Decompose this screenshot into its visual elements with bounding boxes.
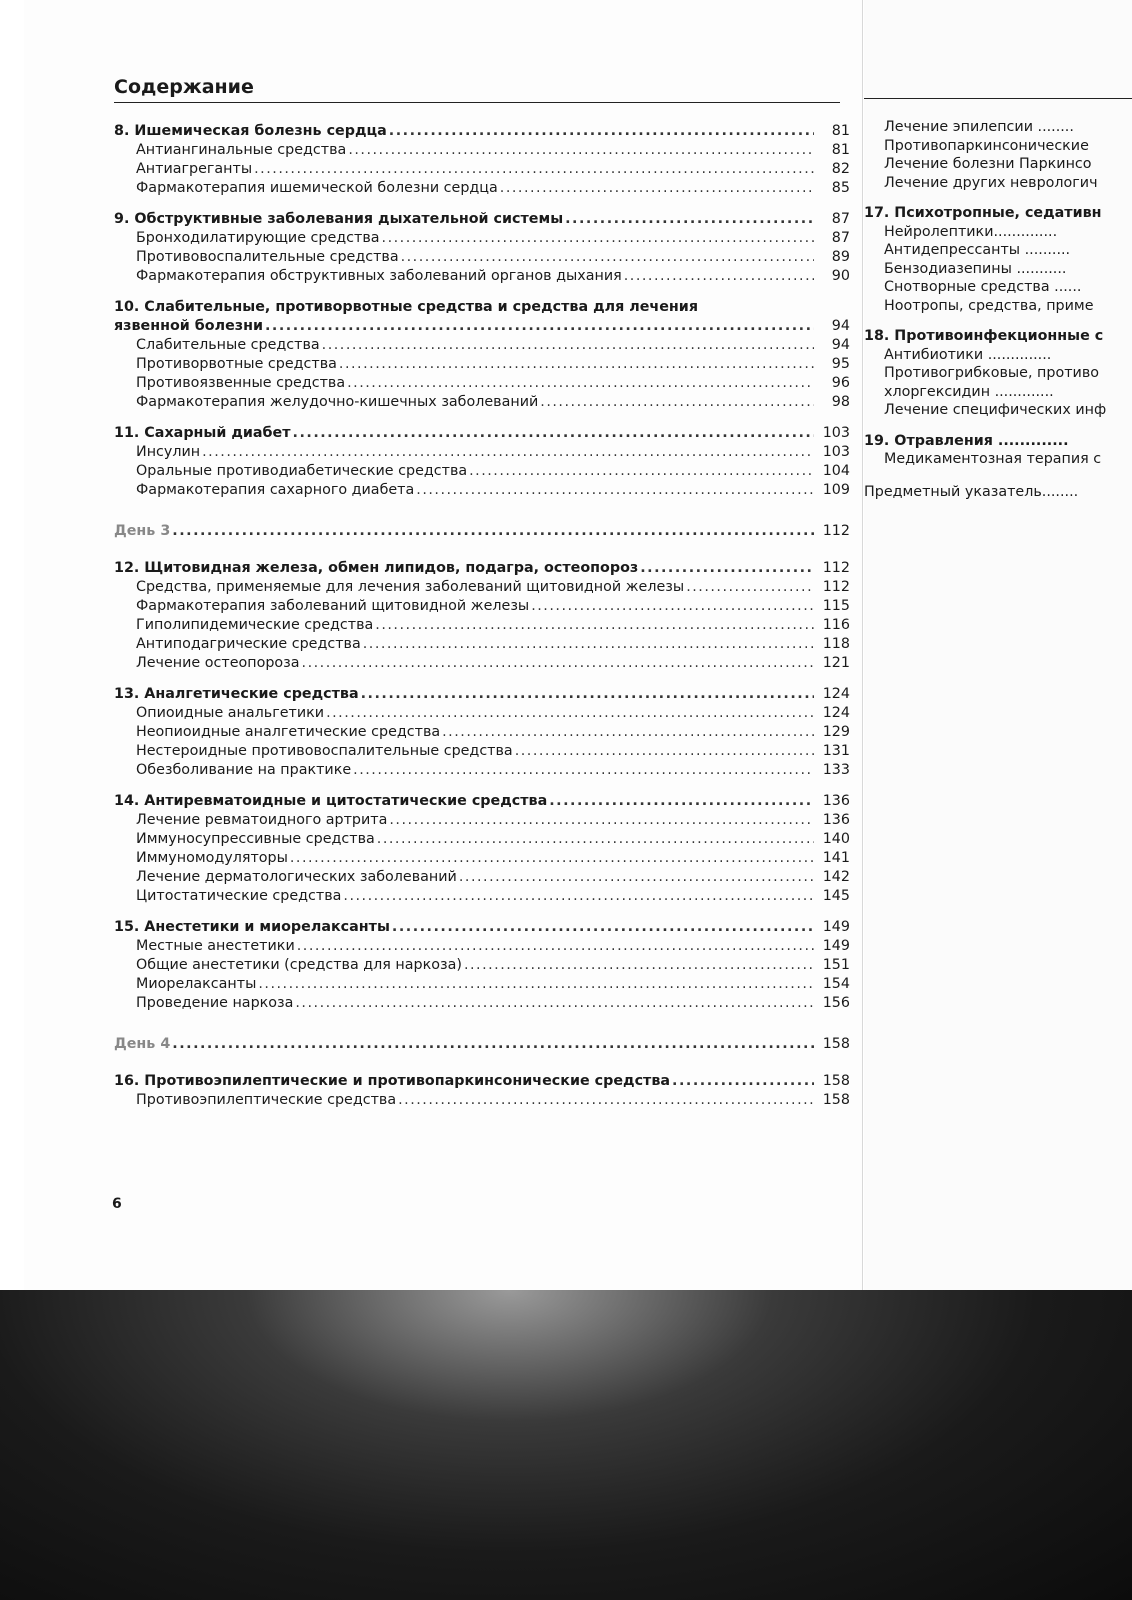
- toc-entry-label: День 4: [114, 1036, 171, 1052]
- toc-entry-label: Цитостатические средства: [136, 888, 342, 904]
- toc-subentry: [114, 887, 850, 906]
- toc-entry-label: язвенной болезни: [114, 318, 263, 334]
- toc-entry-label: Слабительные средства: [136, 337, 320, 353]
- toc-subentry: [114, 994, 850, 1013]
- toc-page-number: 158: [822, 1073, 850, 1089]
- toc-chapter: 19. Отравления .............: [864, 432, 1069, 449]
- toc-subentry: [114, 654, 850, 673]
- toc-subentry: [114, 141, 850, 160]
- toc-dot-leader: [202, 443, 814, 462]
- toc-dot-leader: [361, 685, 814, 704]
- toc-page-number: 94: [831, 337, 850, 353]
- toc-page-number: 149: [822, 919, 850, 935]
- toc-subentry: [114, 462, 850, 481]
- toc-page-number: 115: [822, 598, 850, 614]
- toc-subentry: [114, 160, 850, 179]
- toc-chapter: [114, 918, 850, 937]
- toc-dot-leader: [401, 248, 814, 267]
- toc-entry-label: Гиполипидемические средства: [136, 617, 374, 633]
- toc-dot-leader: [459, 868, 814, 887]
- toc-subentry: Лечение других неврологич: [884, 174, 1098, 191]
- toc-page-number: 141: [822, 850, 850, 866]
- header-rule: [114, 102, 840, 103]
- toc-dot-leader: [398, 1091, 814, 1110]
- toc-chapter: [114, 317, 850, 336]
- toc-dot-leader: [363, 635, 814, 654]
- toc-subentry: [114, 723, 850, 742]
- toc-entry-label: Иммуносупрессивные средства: [136, 831, 375, 847]
- toc-subentry: [114, 704, 850, 723]
- toc-entry-label: Антиагреганты: [136, 161, 253, 177]
- toc-dot-leader: [297, 937, 814, 956]
- toc-subentry: [114, 1091, 850, 1110]
- page-title: Содержание: [114, 76, 254, 98]
- toc-subentry: [114, 267, 850, 286]
- toc-dot-leader: [442, 723, 814, 742]
- toc-subentry: [114, 975, 850, 994]
- toc-entry-label: Фармакотерапия обструктивных заболеваний органов дыхания: [136, 268, 622, 284]
- toc-page-number: 94: [831, 318, 850, 334]
- toc-entry-label: Нестероидные противовоспалительные средства: [136, 743, 513, 759]
- toc-dot-leader: [565, 210, 814, 229]
- toc-day-heading: [114, 522, 850, 541]
- toc-page-number: 140: [822, 831, 850, 847]
- toc-subentry: [114, 443, 850, 462]
- toc-subentry: Противопаркинсонические: [884, 137, 1089, 154]
- toc-entry-label: 9. Обструктивные заболевания дыхательной системы: [114, 211, 564, 227]
- toc-entry-label: Инсулин: [136, 444, 201, 460]
- toc-subentry: Противогрибковые, противо: [884, 365, 1100, 381]
- toc-entry-label: Противоязвенные средства: [136, 375, 346, 391]
- toc-entry-label: Миорелаксанты: [136, 976, 257, 992]
- toc-entry-label: Антиангинальные средства: [136, 142, 347, 158]
- toc-dot-leader: [469, 462, 814, 481]
- toc-dot-leader: [500, 179, 814, 198]
- toc-entry-label: Местные анестетики: [136, 938, 295, 954]
- toc-page-number: 142: [822, 869, 850, 885]
- toc-chapter: [114, 1072, 850, 1091]
- toc-subentry: Антибиотики ..............: [884, 346, 1052, 363]
- toc-dot-leader: [326, 704, 814, 723]
- toc-chapter: [114, 559, 850, 578]
- toc-page-number: 129: [822, 724, 850, 740]
- toc-dot-leader: [389, 811, 814, 830]
- toc-page-number: 90: [831, 268, 850, 284]
- toc-entry-label: Лечение дерматологических заболеваний: [136, 869, 457, 885]
- toc-day-heading: [114, 1035, 850, 1054]
- toc-entry-label: 14. Антиревматоидные и цитостатические средства: [114, 793, 548, 809]
- toc-subentry: [114, 830, 850, 849]
- toc-page-number: 154: [822, 976, 850, 992]
- page-number: 6: [112, 1196, 122, 1212]
- toc-page-number: 118: [822, 636, 850, 652]
- toc-dot-leader: [515, 742, 814, 761]
- toc-dot-leader: [531, 597, 814, 616]
- dark-background: [0, 1290, 1132, 1600]
- toc-entry-label: Антиподагрические средства: [136, 636, 361, 652]
- toc-entry-label: Общие анестетики (средства для наркоза): [136, 957, 462, 973]
- toc-dot-leader: [549, 792, 814, 811]
- table-of-contents: [114, 122, 850, 1110]
- toc-entry-label: Бронходилатирующие средства: [136, 230, 380, 246]
- toc-dot-leader: [389, 122, 814, 141]
- toc-page-number: 145: [822, 888, 850, 904]
- toc-subentry: [114, 635, 850, 654]
- toc-dot-leader: [392, 918, 814, 937]
- toc-page-number: 109: [822, 482, 850, 498]
- toc-subentry: Лечение болезни Паркинсо: [884, 156, 1092, 172]
- toc-subentry: [114, 811, 850, 830]
- toc-chapter-title-line: 10. Слабительные, противорвотные средства и средства для лечения: [114, 299, 698, 315]
- toc-dot-leader: [343, 887, 814, 906]
- toc-entry-label: Иммуномодуляторы: [136, 850, 288, 866]
- toc-page-number: 136: [822, 793, 850, 809]
- toc-page-number: 89: [831, 249, 850, 265]
- toc-dot-leader: [322, 336, 814, 355]
- toc-page-number: 136: [822, 812, 850, 828]
- toc-chapter: [114, 685, 850, 704]
- toc-chapter: 17. Психотропные, седативн: [864, 205, 1102, 221]
- toc-entry-label: 11. Сахарный диабет: [114, 425, 291, 441]
- toc-dot-leader: [265, 317, 814, 336]
- toc-subentry: [114, 336, 850, 355]
- toc-page-number: 103: [822, 425, 850, 441]
- toc-page-number: 121: [822, 655, 850, 671]
- toc-chapter: 18. Противоинфекционные с: [864, 328, 1104, 344]
- toc-dot-leader: [686, 578, 814, 597]
- toc-entry-label: Противоэпилептические средства: [136, 1092, 397, 1108]
- toc-entry-label: День 3: [114, 523, 171, 539]
- toc-subentry: [114, 179, 850, 198]
- toc-subentry: Ноотропы, средства, приме: [884, 297, 1094, 314]
- toc-page-number: 103: [822, 444, 850, 460]
- toc-chapter: [114, 122, 850, 141]
- toc-entry-label: Лечение ревматоидного артрита: [136, 812, 388, 828]
- toc-page-number: 116: [822, 617, 850, 633]
- toc-index-entry: Предметный указатель........: [864, 483, 1079, 500]
- toc-page-number: 124: [822, 705, 850, 721]
- toc-page-number: 81: [831, 123, 850, 139]
- toc-page-number: 85: [831, 180, 850, 196]
- toc-dot-leader: [375, 616, 814, 635]
- toc-dot-leader: [464, 956, 814, 975]
- toc-dot-leader: [347, 374, 814, 393]
- toc-subentry: [114, 761, 850, 780]
- toc-dot-leader: [624, 267, 814, 286]
- toc-chapter: [114, 792, 850, 811]
- toc-dot-leader: [339, 355, 814, 374]
- toc-subentry: [114, 481, 850, 500]
- toc-dot-leader: [293, 424, 814, 443]
- toc-entry-label: 12. Щитовидная железа, обмен липидов, подагра, остеопороз: [114, 560, 639, 576]
- toc-subentry: [114, 355, 850, 374]
- toc-subentry: Лечение эпилепсии ........: [884, 119, 1074, 135]
- toc-subentry: [114, 937, 850, 956]
- toc-entry-label: 13. Аналгетические средства: [114, 686, 359, 702]
- toc-entry-label: 16. Противоэпилептические и противопаркинсонические средства: [114, 1073, 671, 1089]
- toc-dot-leader: [416, 481, 814, 500]
- table-of-contents-right: [864, 118, 1132, 501]
- toc-dot-leader: [258, 975, 814, 994]
- toc-dot-leader: [353, 761, 814, 780]
- toc-page-number: 131: [822, 743, 850, 759]
- toc-page-number: 87: [831, 211, 850, 227]
- toc-subentry: [114, 578, 850, 597]
- toc-dot-leader: [172, 1035, 814, 1054]
- toc-chapter: [114, 210, 850, 229]
- toc-entry-label: Проведение наркоза: [136, 995, 294, 1011]
- toc-page-number: 149: [822, 938, 850, 954]
- toc-page-number: 112: [822, 560, 850, 576]
- toc-subentry: Бензодиазепины ...........: [884, 260, 1067, 277]
- toc-page-number: 104: [822, 463, 850, 479]
- toc-page-number: 112: [822, 579, 850, 595]
- toc-subentry: [114, 849, 850, 868]
- toc-dot-leader: [295, 994, 814, 1013]
- toc-subentry: Медикаментозная терапия с: [884, 451, 1102, 467]
- toc-subentry: [114, 616, 850, 635]
- toc-dot-leader: [302, 654, 814, 673]
- toc-entry-label: Опиоидные анальгетики: [136, 705, 325, 721]
- toc-page-number: 124: [822, 686, 850, 702]
- toc-entry-label: Противовоспалительные средства: [136, 249, 399, 265]
- toc-page-number: 133: [822, 762, 850, 778]
- toc-entry-label: Фармакотерапия желудочно-кишечных заболеваний: [136, 394, 539, 410]
- toc-dot-leader: [382, 229, 814, 248]
- toc-subentry: хлоргексидин .............: [884, 383, 1054, 400]
- toc-dot-leader: [672, 1072, 814, 1091]
- toc-dot-leader: [640, 559, 814, 578]
- toc-entry-label: Средства, применяемые для лечения заболеваний щитовидной железы: [136, 579, 685, 595]
- toc-subentry: Снотворные средства ......: [884, 279, 1082, 295]
- toc-subentry: [114, 868, 850, 887]
- toc-subentry: Нейролептики..............: [884, 223, 1058, 240]
- toc-entry-label: 8. Ишемическая болезнь сердца: [114, 123, 387, 139]
- toc-subentry: [114, 374, 850, 393]
- toc-entry-label: Противорвотные средства: [136, 356, 337, 372]
- toc-subentry: [114, 229, 850, 248]
- toc-dot-leader: [377, 830, 814, 849]
- toc-page-number: 87: [831, 230, 850, 246]
- toc-entry-label: Неопиоидные аналгетические средства: [136, 724, 441, 740]
- toc-page-number: 158: [822, 1036, 850, 1052]
- toc-entry-label: Лечение остеопороза: [136, 655, 300, 671]
- toc-page-number: 156: [822, 995, 850, 1011]
- toc-entry-label: Обезболивание на практике: [136, 762, 352, 778]
- toc-page-number: 96: [831, 375, 850, 391]
- toc-subentry: [114, 742, 850, 761]
- toc-page-number: 95: [831, 356, 850, 372]
- toc-subentry: Лечение специфических инф: [884, 402, 1107, 418]
- header-rule-right: [864, 98, 1132, 99]
- toc-page-number: 81: [831, 142, 850, 158]
- toc-subentry: [114, 597, 850, 616]
- toc-page-number: 98: [831, 394, 850, 410]
- right-page: [864, 0, 1132, 1290]
- left-page: [24, 0, 863, 1290]
- toc-entry-label: Фармакотерапия ишемической болезни сердца: [136, 180, 498, 196]
- toc-subentry: [114, 248, 850, 267]
- toc-dot-leader: [540, 393, 814, 412]
- toc-dot-leader: [172, 522, 814, 541]
- toc-entry-label: Фармакотерапия заболеваний щитовидной железы: [136, 598, 530, 614]
- toc-entry-label: Фармакотерапия сахарного диабета: [136, 482, 415, 498]
- toc-entry-label: Оральные противодиабетические средства: [136, 463, 468, 479]
- toc-page-number: 158: [822, 1092, 850, 1108]
- toc-page-number: 151: [822, 957, 850, 973]
- toc-dot-leader: [348, 141, 814, 160]
- toc-page-number: 82: [831, 161, 850, 177]
- toc-subentry: [114, 956, 850, 975]
- toc-chapter: [114, 424, 850, 443]
- toc-dot-leader: [254, 160, 814, 179]
- toc-entry-label: 15. Анестетики и миорелаксанты: [114, 919, 390, 935]
- toc-subentry: Антидепрессанты ..........: [884, 242, 1071, 258]
- toc-subentry: [114, 393, 850, 412]
- toc-page-number: 112: [822, 523, 850, 539]
- toc-dot-leader: [290, 849, 814, 868]
